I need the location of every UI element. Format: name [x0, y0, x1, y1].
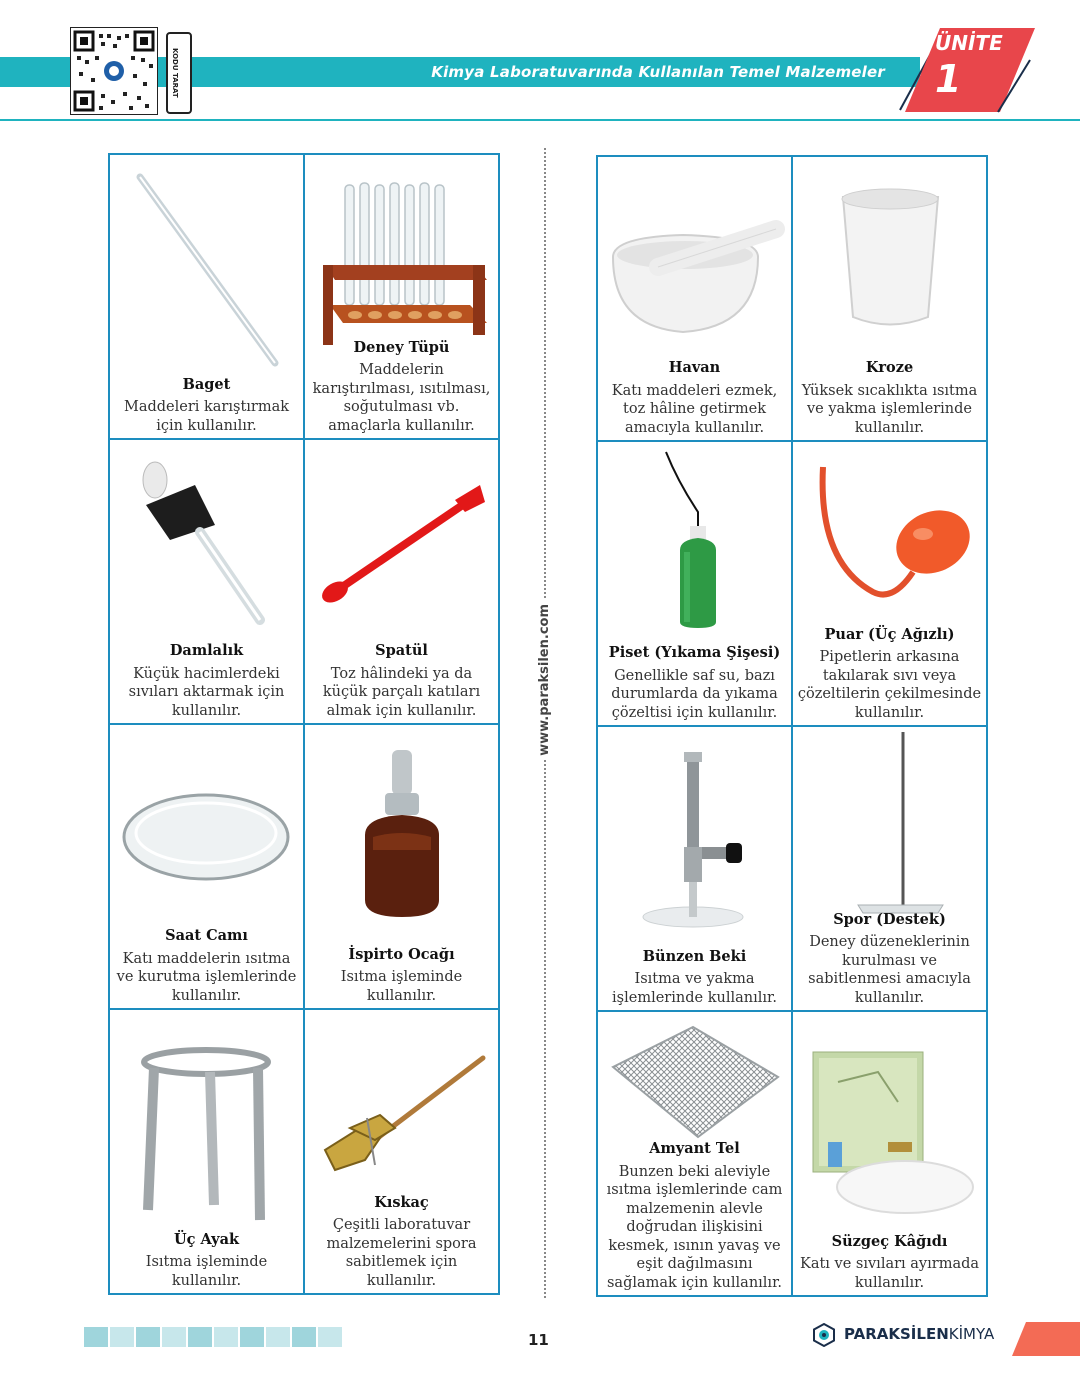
equipment-description: Isıtma işleminde kullanılır.	[145, 1254, 268, 1289]
equipment-description: Toz hâlindeki ya da küçük parçalı katıları almak için kullanılır.	[322, 665, 481, 719]
equipment-description: Katı ve sıvıları ayırmada kullanılır.	[799, 1256, 980, 1291]
wash-bottle-icon	[598, 442, 791, 639]
equipment-description: Çeşitli laboratuvar malzemelerini spora sabitlemek için kullanılır.	[326, 1217, 477, 1289]
equipment-name: İspirto Ocağı	[348, 945, 455, 963]
equipment-description: Isıtma ve yakma işlemlerinde kullanılır.	[612, 971, 777, 1006]
scan-code-badge	[166, 32, 192, 114]
brand-bold: PARAKSİLEN	[844, 1325, 949, 1343]
equipment-card	[792, 1011, 987, 1296]
equipment-card	[597, 156, 792, 441]
equipment-name: Spor (Destek)	[833, 910, 946, 928]
bunsen-burner-icon	[598, 727, 791, 924]
support-stand-icon	[793, 727, 986, 924]
right-equipment-grid	[596, 155, 988, 1297]
equipment-description: Küçük hacimlerdeki sıvıları aktarmak için kullanılır.	[128, 665, 285, 719]
equipment-name: Piset (Yıkama Şişesi)	[608, 644, 781, 661]
equipment-card	[109, 724, 304, 1009]
equipment-card	[304, 724, 499, 1009]
page-title: Kimya Laboratuvarında Kullanılan Temel Malzemeler	[431, 63, 885, 81]
scan-code-label: KODU TARAT	[171, 48, 179, 98]
dropper-icon	[110, 440, 303, 637]
brand-logo-icon	[812, 1323, 836, 1347]
equipment-card	[597, 726, 792, 1011]
equipment-description: Maddeleri karıştırmak için kullanılır.	[123, 399, 290, 434]
equipment-name: Saat Camı	[165, 927, 248, 944]
equipment-name: Puar (Üç Ağızlı)	[824, 625, 955, 643]
equipment-description: Katı maddelerin ısıtma ve kurutma işlemlerinde kullanılır.	[116, 950, 297, 1004]
tripod-icon	[110, 1010, 303, 1207]
equipment-name: Spatül	[375, 642, 428, 659]
equipment-card	[597, 441, 792, 726]
page-number: 11	[528, 1331, 549, 1349]
test-tube-rack-icon	[305, 155, 498, 352]
equipment-description: Deney düzeneklerinin kurulması ve sabitlenmesi amacıyla kullanılır.	[808, 934, 971, 1006]
clamp-icon	[305, 1010, 498, 1207]
qr-code[interactable]	[70, 27, 158, 115]
equipment-name: Süzgeç Kâğıdı	[831, 1232, 948, 1250]
equipment-name: Kıskaç	[374, 1193, 429, 1211]
glass-rod-icon	[110, 155, 303, 352]
website-url[interactable]: www.paraksilen.com	[537, 600, 552, 760]
equipment-card	[109, 1009, 304, 1294]
equipment-description: Isıtma işleminde kullanılır.	[340, 969, 463, 1004]
footer-accent	[1012, 1322, 1080, 1356]
crucible-icon	[793, 157, 986, 354]
equipment-card	[109, 439, 304, 724]
spirit-lamp-icon	[305, 725, 498, 922]
equipment-description: Pipetlerin arkasına takılarak sıvı veya çözeltilerin çekilmesinde kullanılır.	[797, 649, 982, 721]
brand-name	[844, 1325, 994, 1343]
footer-tiles	[84, 1327, 344, 1351]
spatula-icon	[305, 440, 498, 637]
website-url-container	[537, 600, 553, 780]
equipment-name: Kroze	[865, 359, 914, 376]
equipment-description: Katı maddeleri ezmek, toz hâline getirmek amacıyla kullanılır.	[611, 382, 778, 436]
equipment-name: Bünzen Beki	[642, 947, 747, 965]
brand-light: KİMYA	[948, 1325, 995, 1343]
equipment-card	[792, 156, 987, 441]
equipment-description: Yüksek sıcaklıkta ısıtma ve yakma işlemlerinde kullanılır.	[801, 382, 978, 436]
unit-badge	[890, 20, 1040, 120]
equipment-description: Genellikle saf su, bazı durumlarda da yıkama çözeltisi için kullanılır.	[611, 667, 778, 721]
equipment-card	[304, 439, 499, 724]
equipment-card	[304, 154, 499, 439]
equipment-description: Bunzen beki aleviyle ısıtma işlemlerinde cam malzemenin alevle doğrudan ilişkisini kesmek, ısının yavaş ve eşit dağılmasını sağlamak için kullanılır.	[606, 1163, 783, 1291]
watch-glass-icon	[110, 725, 303, 922]
filter-paper-icon	[793, 1012, 986, 1235]
equipment-name: Amyant Tel	[649, 1140, 740, 1157]
equipment-description: Maddelerin karıştırılması, ısıtılması, soğutulması vb. amaçlarla kullanılır.	[312, 362, 491, 434]
unit-label: ÜNİTE	[935, 31, 1003, 55]
equipment-name: Üç Ayak	[173, 1230, 240, 1248]
pipette-bulb-icon	[793, 442, 986, 639]
equipment-name: Damlalık	[169, 642, 244, 659]
left-equipment-grid	[108, 153, 500, 1295]
equipment-name: Deney Tüpü	[353, 338, 450, 356]
mortar-pestle-icon	[598, 157, 791, 354]
equipment-card	[597, 1011, 792, 1296]
equipment-card	[792, 726, 987, 1011]
equipment-name: Baget	[182, 375, 231, 393]
unit-number: 1	[935, 57, 962, 101]
equipment-card	[109, 154, 304, 439]
equipment-name: Havan	[668, 359, 721, 376]
equipment-card	[792, 441, 987, 726]
equipment-card	[304, 1009, 499, 1294]
